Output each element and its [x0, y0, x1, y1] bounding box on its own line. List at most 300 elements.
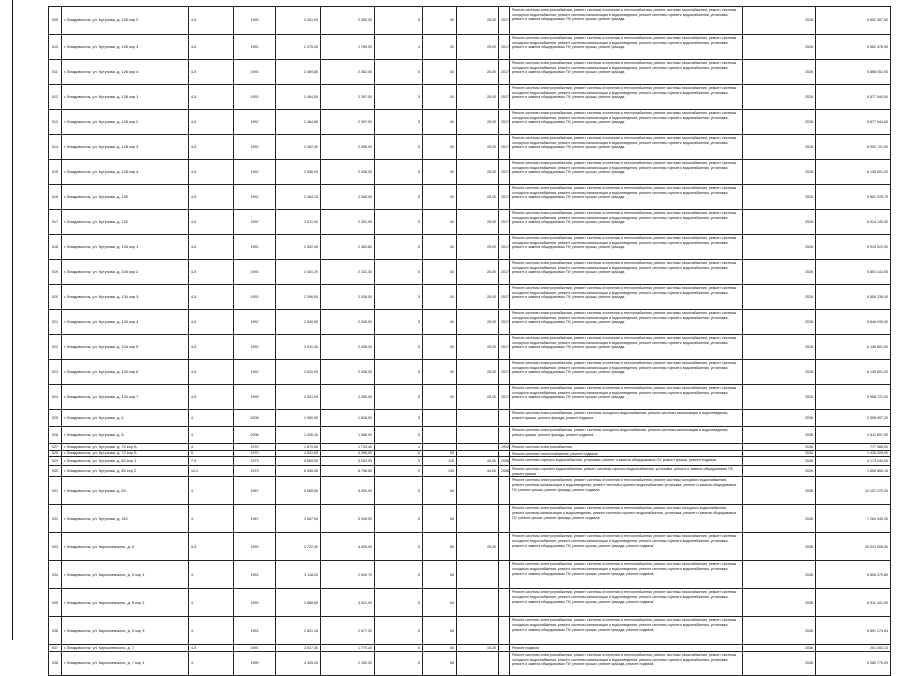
- table-row: [49, 651, 891, 675]
- page-edge-rule: [12, 0, 13, 640]
- total-area-cell: 2 511,50: [276, 210, 321, 235]
- count-cell: 4: [375, 35, 423, 60]
- works-description-cell: Ремонт системы электроснабжения, ремонт системы отопления и теплоснабжения, ремонт системы газоснабжения, ремонт системы холодного водоснабжения, ремонт системы канализации и водоотведения, ремонт системы горячего водоснабжения, установка, ремонт и замена общедомовых ПУ, ремонт крыши, ремонт фасада: [510, 160, 743, 185]
- last-repair-year-cell: 2017: [499, 235, 510, 260]
- last-repair-year-cell: 2017: [499, 7, 510, 35]
- address-cell: г. Владивосток, ул. Кутузова, д. 128 кор 3: [62, 135, 189, 160]
- table-row: [49, 210, 891, 235]
- build-year-cell: 1970: [234, 444, 276, 451]
- table-row: [49, 645, 891, 652]
- last-repair-year-cell: 2017: [499, 260, 510, 285]
- row-number: 518: [49, 235, 62, 260]
- floors-cell: 4-5: [189, 110, 234, 135]
- wear-percent-cell: 25,00: [457, 335, 499, 360]
- living-area-cell: 2 436,30: [321, 160, 375, 185]
- apartments-cell: 40: [423, 260, 457, 285]
- works-description-cell: Ремонт системы электроснабжения, ремонт системы холодного водоснабжения, ремонт системы канализации и водоотведения, ремонт крыши, ремонт фасада, ремонт подвала: [510, 410, 743, 427]
- last-repair-year-cell: 2017: [499, 360, 510, 385]
- wear-percent-cell: 25,00: [457, 235, 499, 260]
- address-cell: г. Владивосток, ул. Кутузова, д. 128 кор 4: [62, 160, 189, 185]
- address-cell: г. Владивосток, ул. Кутузова, д. 80 кор 1: [62, 457, 189, 466]
- total-area-cell: 2 464,00: [276, 85, 321, 110]
- total-area-cell: 2 075,40: [276, 35, 321, 60]
- apartments-cell: 40: [423, 285, 457, 310]
- address-cell: г. Владивосток, ул. Кутузова, д. 4: [62, 410, 189, 427]
- apartments-cell: 50: [423, 645, 457, 652]
- last-repair-year-cell: [499, 533, 510, 561]
- table-row: [49, 285, 891, 310]
- total-area-cell: 6 506,30: [276, 466, 321, 477]
- address-cell: г. Владивосток, ул. Кирьялевского, д. 9 кор 2: [62, 589, 189, 617]
- living-area-cell: 2 331,30: [321, 260, 375, 285]
- cost-cell: 4 582 476,90: [816, 35, 891, 60]
- last-repair-year-cell: [499, 410, 510, 427]
- works-description-cell: Ремонт системы электроснабжения, ремонт системы отопления и теплоснабжения, ремонт системы газоснабжения, ремонт системы холодного водоснабжения, ремонт системы канализации и водоотведения, ремонт системы горячего водоснабжения, установка, ремонт и замена общедомовых ПУ, ремонт крыши, ремонт фасада: [510, 210, 743, 235]
- floors-cell: 7-9: [189, 457, 234, 466]
- build-year-cell: 1992: [234, 310, 276, 335]
- count-cell: 5: [375, 260, 423, 285]
- build-year-cell: 1990: [234, 533, 276, 561]
- apartments-cell: 84: [423, 477, 457, 505]
- last-repair-year-cell: 2006: [499, 466, 510, 477]
- living-area-cell: 2 346,30: [321, 185, 375, 210]
- wear-percent-cell: 25,00: [457, 60, 499, 85]
- row-number: 510: [49, 35, 62, 60]
- row-number: 521: [49, 310, 62, 335]
- table-row: [49, 160, 891, 185]
- build-year-cell: 1992: [234, 135, 276, 160]
- row-number: 512: [49, 85, 62, 110]
- planned-year-cell: 2036: [743, 617, 816, 645]
- total-area-cell: 4 425,00: [276, 651, 321, 675]
- address-cell: г. Владивосток, ул. Кутузова, д. 134 кор 4: [62, 310, 189, 335]
- floors-cell: 4-5: [189, 260, 234, 285]
- count-cell: 5: [375, 285, 423, 310]
- row-number: 537: [49, 645, 62, 652]
- last-repair-year-cell: [499, 450, 510, 457]
- cost-cell: 6 145 801,00: [816, 335, 891, 360]
- cost-cell: 5 914 140,50: [816, 210, 891, 235]
- last-repair-year-cell: 2017: [499, 210, 510, 235]
- living-area-cell: 2 391,90: [321, 210, 375, 235]
- works-description-cell: Ремонт системы электроснабжения, ремонт системы отопления и теплоснабжения, ремонт системы газоснабжения, ремонт системы холодного водоснабжения, ремонт системы канализации и водоотведения, ремонт системы горячего водоснабжения, установка, ремонт и замена общедомовых ПУ, ремонт крыши, ремонт фасада: [510, 185, 743, 210]
- count-cell: 5: [375, 505, 423, 533]
- living-area-cell: 5 300,00: [321, 477, 375, 505]
- table-row: [49, 335, 891, 360]
- table-row: [49, 185, 891, 210]
- apartments-cell: 40: [423, 160, 457, 185]
- wear-percent-cell: 25,00: [457, 385, 499, 410]
- address-cell: г. Владивосток, ул. Кирьялевского, д. 7 кор 1: [62, 651, 189, 675]
- build-year-cell: 1992: [234, 260, 276, 285]
- count-cell: 5: [375, 651, 423, 675]
- table-row: [49, 385, 891, 410]
- planned-year-cell: 2026: [743, 260, 816, 285]
- works-description-cell: Ремонт системы электроснабжения, ремонт системы отопления и теплоснабжения, ремонт системы газоснабжения, ремонт системы холодного водоснабжения, ремонт системы канализации и водоотведения, ремонт системы горячего водоснабжения, установка, ремонт и замена общедомовых ПУ, ремонт крыши, ремонт фасада, ремонт подвала: [510, 617, 743, 645]
- last-repair-year-cell: [499, 589, 510, 617]
- living-area-cell: 1 816,00: [321, 410, 375, 427]
- living-area-cell: 2 383,80: [321, 235, 375, 260]
- living-area-cell: 2 640,70: [321, 561, 375, 589]
- living-area-cell: 2 150,30: [321, 651, 375, 675]
- works-description-cell: Ремонт системы электроснабжения, ремонт системы отопления и теплоснабжения, ремонт системы газоснабжения, ремонт системы холодного водоснабжения, ремонт системы канализации и водоотведения, ремонт системы горячего водоснабжения, установка, ремонт и замена общедомовых ПУ, ремонт крыши, ремонт фасада: [510, 7, 743, 35]
- wear-percent-cell: [457, 444, 499, 451]
- wear-percent-cell: [457, 505, 499, 533]
- living-area-cell: 2 345,00: [321, 310, 375, 335]
- row-number: 511: [49, 60, 62, 85]
- last-repair-year-cell: [499, 617, 510, 645]
- wear-percent-cell: 25,00: [457, 160, 499, 185]
- table-row: [49, 60, 891, 85]
- row-number: 535: [49, 589, 62, 617]
- cost-cell: 5 380 770,00: [816, 651, 891, 675]
- table-row: [49, 617, 891, 645]
- count-cell: 4: [375, 444, 423, 451]
- last-repair-year-cell: 2006: [499, 457, 510, 466]
- apartments-cell: 65: [423, 450, 457, 457]
- works-description-cell: Ремонт системы электроснабжения, ремонт системы отопления и теплоснабжения, ремонт системы газоснабжения, ремонт системы холодного водоснабжения, ремонт системы канализации и водоотведения, ремонт системы горячего водоснабжения, установка, ремонт и замена общедомовых ПУ, ремонт крыши, ремонт фасада, ремонт подвала: [510, 533, 743, 561]
- total-area-cell: 3 657,00: [276, 505, 321, 533]
- build-year-cell: 1992: [234, 60, 276, 85]
- build-year-cell: 1992: [234, 35, 276, 60]
- total-area-cell: 2 451,20: [276, 260, 321, 285]
- floors-cell: 4: [189, 505, 234, 533]
- row-number: 532: [49, 505, 62, 533]
- wear-percent-cell: [457, 410, 499, 427]
- wear-percent-cell: 16,30: [457, 645, 499, 652]
- build-year-cell: 1967: [234, 505, 276, 533]
- living-area-cell: 2 350,30: [321, 7, 375, 35]
- cost-cell: 5 802 987,50: [816, 7, 891, 35]
- address-cell: г. Владивосток, ул. Кутузова, д. 82: [62, 477, 189, 505]
- row-number: 526: [49, 427, 62, 444]
- wear-percent-cell: 25,00: [457, 360, 499, 385]
- planned-year-cell: 2026: [743, 85, 816, 110]
- cost-cell: 5 900 721,00: [816, 135, 891, 160]
- table-row: [49, 589, 891, 617]
- floors-cell: 4: [189, 477, 234, 505]
- living-area-cell: 2 436,30: [321, 360, 375, 385]
- works-description-cell: Ремонт системы электроснабжения, ремонт системы отопления и теплоснабжения, ремонт системы газоснабжения, ремонт системы холодного водоснабжения, ремонт системы канализации и водоотведения, ремонт системы горячего водоснабжения, установка, ремонт и замена общедомовых ПУ, ремонт крыши, ремонт фасада, ремонт подвала: [510, 561, 743, 589]
- table-row: [49, 85, 891, 110]
- row-number: 513: [49, 110, 62, 135]
- address-cell: г. Владивосток, ул. Кирьялевского, д. 9 кор 1: [62, 561, 189, 589]
- planned-year-cell: 2036: [743, 477, 816, 505]
- last-repair-year-cell: 2017: [499, 35, 510, 60]
- count-cell: 5: [375, 235, 423, 260]
- total-area-cell: 3 118,00: [276, 561, 321, 589]
- row-number: 530: [49, 466, 62, 477]
- wear-percent-cell: 25,00: [457, 110, 499, 135]
- table-row: [49, 235, 891, 260]
- count-cell: 5: [375, 561, 423, 589]
- address-cell: г. Владивосток, ул. Кирьялевского, д. 7: [62, 645, 189, 652]
- row-number: 536: [49, 617, 62, 645]
- address-cell: г. Владивосток, ул. Кутузова, д. 126 кор 2: [62, 7, 189, 35]
- planned-year-cell: 2026: [743, 385, 816, 410]
- count-cell: 5: [375, 457, 423, 466]
- living-area-cell: 1 733,40: [321, 444, 375, 451]
- build-year-cell: 1991: [234, 645, 276, 652]
- living-area-cell: 2 677,30: [321, 617, 375, 645]
- apartments-cell: 40: [423, 385, 457, 410]
- wear-percent-cell: 25,00: [457, 135, 499, 160]
- last-repair-year-cell: 2017: [499, 160, 510, 185]
- planned-year-cell: 2026: [743, 35, 816, 60]
- living-area-cell: 2 396,00: [321, 135, 375, 160]
- build-year-cell: 1992: [234, 235, 276, 260]
- living-area-cell: 3 049,00: [321, 505, 375, 533]
- wear-percent-cell: [457, 427, 499, 444]
- wear-percent-cell: 25,00: [457, 35, 499, 60]
- row-number: 529: [49, 457, 62, 466]
- row-number: 531: [49, 477, 62, 505]
- planned-year-cell: 2026: [743, 285, 816, 310]
- cost-cell: 10 523 506,50: [816, 533, 891, 561]
- living-area-cell: 2 362,00: [321, 60, 375, 85]
- build-year-cell: 1967: [234, 477, 276, 505]
- total-area-cell: 5 669,50: [276, 457, 321, 466]
- table-row: [49, 450, 891, 457]
- count-cell: 5: [375, 645, 423, 652]
- count-cell: 5: [375, 589, 423, 617]
- total-area-cell: 2 509,50: [276, 310, 321, 335]
- apartments-cell: 40: [423, 85, 457, 110]
- count-cell: 5: [375, 450, 423, 457]
- works-description-cell: Ремонт системы электроснабжения, ремонт системы отопления и теплоснабжения, ремонт системы газоснабжения, ремонт системы холодного водоснабжения, ремонт системы канализации и водоотведения, ремонт системы горячего водоснабжения, установка, ремонт и замена общедомовых ПУ, ремонт крыши, ремонт фасада: [510, 235, 743, 260]
- floors-cell: 4-5: [189, 385, 234, 410]
- cost-cell: 6 145 801,00: [816, 360, 891, 385]
- apartments-cell: [423, 410, 457, 427]
- floors-cell: 4-5: [189, 645, 234, 652]
- table-row: [49, 360, 891, 385]
- floors-cell: 4-5: [189, 235, 234, 260]
- last-repair-year-cell: [499, 505, 510, 533]
- apartments-cell: 56: [423, 651, 457, 675]
- total-area-cell: 5 665,50: [276, 477, 321, 505]
- address-cell: г. Владивосток, ул. Кирьялевского, д. 9 кор 3: [62, 617, 189, 645]
- row-number: 533: [49, 533, 62, 561]
- address-cell: г. Владивосток, ул. Кутузова, д. 128 кор 2: [62, 110, 189, 135]
- wear-percent-cell: 25,00: [457, 85, 499, 110]
- address-cell: г. Владивосток, ул. Кутузова, д. 6: [62, 427, 189, 444]
- apartments-cell: 64: [423, 589, 457, 617]
- address-cell: г. Владивосток, ул. Кутузова, д. 80 кор 2: [62, 466, 189, 477]
- planned-year-cell: 2026: [743, 360, 816, 385]
- floors-cell: 4-5: [189, 60, 234, 85]
- total-area-cell: 2 521,00: [276, 385, 321, 410]
- total-area-cell: 2 536,00: [276, 160, 321, 185]
- living-area-cell: 2 436,30: [321, 335, 375, 360]
- table-row: [49, 35, 891, 60]
- works-description-cell: Ремонт системы электроснабжения, ремонт системы отопления и теплоснабжения, ремонт системы газоснабжения, ремонт системы холодного водоснабжения, ремонт системы канализации и водоотведения, ремонт системы горячего водоснабжения, установка, ремонт и замена общедомовых ПУ, ремонт крыши, ремонт фасада, ремонт подвала: [510, 651, 743, 675]
- wear-percent-cell: [457, 617, 499, 645]
- cost-cell: 7 264 340,20: [816, 505, 891, 533]
- build-year-cell: 1992: [234, 360, 276, 385]
- wear-percent-cell: 25,00: [457, 260, 499, 285]
- apartments-cell: 40: [423, 7, 457, 35]
- row-number: 515: [49, 160, 62, 185]
- row-number: 517: [49, 210, 62, 235]
- apartments-cell: 40: [423, 135, 457, 160]
- living-area-cell: 1 770,10: [321, 645, 375, 652]
- works-description-cell: Ремонт системы электроснабжения, ремонт системы отопления и теплоснабжения, ремонт системы газоснабжения, ремонт системы холодного водоснабжения, ремонт системы канализации и водоотведения, ремонт системы горячего водоснабжения, установка, ремонт и замена общедомовых ПУ, ремонт крыши, ремонт фасада: [510, 135, 743, 160]
- cost-cell: 8 511 441,00: [816, 589, 891, 617]
- apartments-cell: 60: [423, 561, 457, 589]
- works-description-cell: Ремонт системы электроснабжения, ремонт системы отопления и теплоснабжения, ремонт системы газоснабжения, ремонт системы холодного водоснабжения, ремонт системы канализации и водоотведения, ремонт системы горячего водоснабжения, установка, ремонт и замена общедомовых ПУ, ремонт крыши, ремонт фасада: [510, 385, 743, 410]
- wear-percent-cell: 25,00: [457, 285, 499, 310]
- works-description-cell: Ремонт системы электроснабжения, ремонт системы отопления и теплоснабжения, ремонт системы газоснабжения, ремонт системы холодного водоснабжения, ремонт системы канализации и водоотведения, ремонт системы горячего водоснабжения, установка, ремонт и замена общедомовых ПУ, ремонт крыши, ремонт фасада: [510, 35, 743, 60]
- count-cell: 5: [375, 160, 423, 185]
- cost-cell: 4 173 240,00: [816, 457, 891, 466]
- build-year-cell: 1992: [234, 160, 276, 185]
- total-area-cell: 2 469,80: [276, 60, 321, 85]
- works-description-cell: Ремонт системы электроснабжения, ремонт системы отопления и теплоснабжения, ремонт системы газоснабжения, ремонт системы холодного водоснабжения, ремонт системы канализации и водоотведения, ремонт системы горячего водоснабжения, установка, ремонт и замена общедомовых ПУ, ремонт крыши, ремонт фасада: [510, 85, 743, 110]
- address-cell: г. Владивосток, ул. Кутузова, д. 110: [62, 505, 189, 533]
- row-number: 523: [49, 360, 62, 385]
- total-area-cell: 3 517,30: [276, 645, 321, 652]
- address-cell: г. Владивосток, ул. Кутузова, д. 126 кор 4: [62, 60, 189, 85]
- cost-cell: 5 958 721,00: [816, 385, 891, 410]
- planned-year-cell: 2026: [743, 335, 816, 360]
- planned-year-cell: 2036: [743, 457, 816, 466]
- works-description-cell: Ремонт системы электроснабжения, ремонт системы отопления и теплоснабжения, ремонт системы газоснабжения, ремонт системы холодного водоснабжения, ремонт системы канализации и водоотведения, ремонт системы горячего водоснабжения, установка, ремонт и замена общедомовых ПУ, ремонт крыши, ремонт фасада: [510, 110, 743, 135]
- planned-year-cell: 2026: [743, 210, 816, 235]
- row-number: 522: [49, 335, 62, 360]
- floors-cell: 5: [189, 450, 234, 457]
- cost-cell: 2 558 497,20: [816, 410, 891, 427]
- works-description-cell: Ремонт системы электроснабжения, ремонт системы отопления и теплоснабжения, ремонт системы газоснабжения, ремонт системы холодного водоснабжения, ремонт системы канализации и водоотведения, ремонт системы горячего водоснабжения, установка, ремонт и замена общедомовых ПУ, ремонт крыши, ремонт фасада, ремонт подвала: [510, 589, 743, 617]
- address-cell: г. Владивосток, ул. Кутузова, д. 134 кор 3: [62, 285, 189, 310]
- build-year-cell: 1973: [234, 466, 276, 477]
- wear-percent-cell: 25,00: [457, 210, 499, 235]
- wear-percent-cell: 25,00: [457, 185, 499, 210]
- table-row: [49, 444, 891, 451]
- apartments-cell: 135: [423, 466, 457, 477]
- row-number: 509: [49, 7, 62, 35]
- planned-year-cell: 2036: [743, 505, 816, 533]
- count-cell: 5: [375, 410, 423, 427]
- works-description-cell: Ремонт системы электроснабжения, ремонт системы отопления и теплоснабжения, ремонт системы газоснабжения, ремонт системы холодного водоснабжения, ремонт системы канализации и водоотведения, ремонт системы горячего водоснабжения, установка, ремонт и замена общедомовых ПУ, ремонт крыши, ремонт фасада: [510, 260, 743, 285]
- floors-cell: 4-5: [189, 135, 234, 160]
- works-description-cell: Ремонт системы электроснабжения, ремонт системы отопления и теплоснабжения, ремонт системы газоснабжения, ремонт системы холодного водоснабжения, ремонт системы канализации и водоотведения, ремонт системы горячего водоснабжения, установка, ремонт и замена общедомовых ПУ, ремонт крыши, ремонт фасада: [510, 285, 743, 310]
- table-row: [49, 505, 891, 533]
- table-row: [49, 477, 891, 505]
- build-year-cell: 1992: [234, 335, 276, 360]
- cost-cell: 6 891 174,64: [816, 617, 891, 645]
- living-area-cell: 3 521,00: [321, 589, 375, 617]
- total-area-cell: 1 426,40: [276, 427, 321, 444]
- table-body: [49, 7, 891, 676]
- build-year-cell: 2008: [234, 410, 276, 427]
- last-repair-year-cell: [499, 651, 510, 675]
- living-area-cell: 2 336,00: [321, 285, 375, 310]
- count-cell: 5: [375, 533, 423, 561]
- total-area-cell: 4 621,60: [276, 450, 321, 457]
- last-repair-year-cell: [499, 477, 510, 505]
- last-repair-year-cell: 2017: [499, 85, 510, 110]
- floors-cell: 4-5: [189, 185, 234, 210]
- cost-cell: 5 846 090,00: [816, 310, 891, 335]
- wear-percent-cell: 25,00: [457, 310, 499, 335]
- works-description-cell: Ремонт системы теплоснабжения, ремонт подвала: [510, 450, 743, 457]
- apartments-cell: 40: [423, 360, 457, 385]
- total-area-cell: 2 502,40: [276, 235, 321, 260]
- total-area-cell: 2 396,00: [276, 285, 321, 310]
- total-area-cell: 2 821,15: [276, 617, 321, 645]
- count-cell: 5: [375, 210, 423, 235]
- floors-cell: 4-5: [189, 210, 234, 235]
- apartments-cell: 40: [423, 235, 457, 260]
- total-area-cell: 2 620,00: [276, 360, 321, 385]
- cost-cell: 5 877 544,50: [816, 110, 891, 135]
- count-cell: 5: [375, 85, 423, 110]
- cost-cell: 5 804 143,50: [816, 260, 891, 285]
- count-cell: 5: [375, 360, 423, 385]
- build-year-cell: 1991: [234, 561, 276, 589]
- cost-cell: 5 868 052,00: [816, 60, 891, 85]
- build-year-cell: 1990: [234, 7, 276, 35]
- cost-cell: 5 919 022,50: [816, 235, 891, 260]
- floors-cell: 4: [189, 651, 234, 675]
- planned-year-cell: 2036: [743, 589, 816, 617]
- wear-percent-cell: 25,00: [457, 7, 499, 35]
- total-area-cell: 2 401,00: [276, 7, 321, 35]
- planned-year-cell: 2026: [743, 110, 816, 135]
- table-row: [49, 310, 891, 335]
- floors-cell: 4: [189, 427, 234, 444]
- planned-year-cell: 2026: [743, 7, 816, 35]
- row-number: 528: [49, 450, 62, 457]
- cost-cell: 201 403,13: [816, 645, 891, 652]
- wear-percent-cell: 44,00: [457, 466, 499, 477]
- living-area-cell: 5 053,00: [321, 457, 375, 466]
- floors-cell: 4: [189, 589, 234, 617]
- row-number: 527: [49, 444, 62, 451]
- address-cell: г. Владивосток, ул. Кутузова, д. 134 кор 5: [62, 335, 189, 360]
- apartments-cell: 40: [423, 110, 457, 135]
- living-area-cell: 2 397,00: [321, 110, 375, 135]
- floors-cell: 4-5: [189, 310, 234, 335]
- last-repair-year-cell: 2017: [499, 285, 510, 310]
- apartments-cell: 40: [423, 335, 457, 360]
- apartments-cell: 60: [423, 617, 457, 645]
- floors-cell: 4-5: [189, 285, 234, 310]
- works-description-cell: Ремонт системы электроснабжения, ремонт системы отопления и теплоснабжения, ремонт системы газоснабжения, ремонт системы холодного водоснабжения, ремонт системы канализации и водоотведения, ремонт системы горячего водоснабжения, установка, ремонт и замена общедомовых ПУ, ремонт крыши, ремонт фасада: [510, 335, 743, 360]
- planned-year-cell: 2026: [743, 135, 816, 160]
- planned-year-cell: 2036: [743, 561, 816, 589]
- apartments-cell: 60: [423, 505, 457, 533]
- address-cell: г. Владивосток, ул. Кутузова, д. 128 кор 1: [62, 85, 189, 110]
- cost-cell: 2 611 697,50: [816, 427, 891, 444]
- cost-cell: 5 808 236,00: [816, 285, 891, 310]
- table-row: [49, 260, 891, 285]
- last-repair-year-cell: 2017: [499, 60, 510, 85]
- planned-year-cell: 2036: [743, 450, 816, 457]
- apartments-cell: 40: [423, 210, 457, 235]
- apartments-cell: 30: [423, 35, 457, 60]
- housing-repair-table: [48, 6, 891, 676]
- count-cell: 5: [375, 310, 423, 335]
- last-repair-year-cell: 2017: [499, 385, 510, 410]
- row-number: 516: [49, 185, 62, 210]
- works-description-cell: Ремонт системы горячего водоснабжения, ремонт системы горячего водоснабжения, установка, ремонт и замена общедомовых ПУ, ремонт крыши: [510, 466, 743, 477]
- build-year-cell: 1970: [234, 450, 276, 457]
- count-cell: 5: [375, 135, 423, 160]
- wear-percent-cell: [457, 651, 499, 675]
- floors-cell: 5-5: [189, 533, 234, 561]
- wear-percent-cell: [457, 477, 499, 505]
